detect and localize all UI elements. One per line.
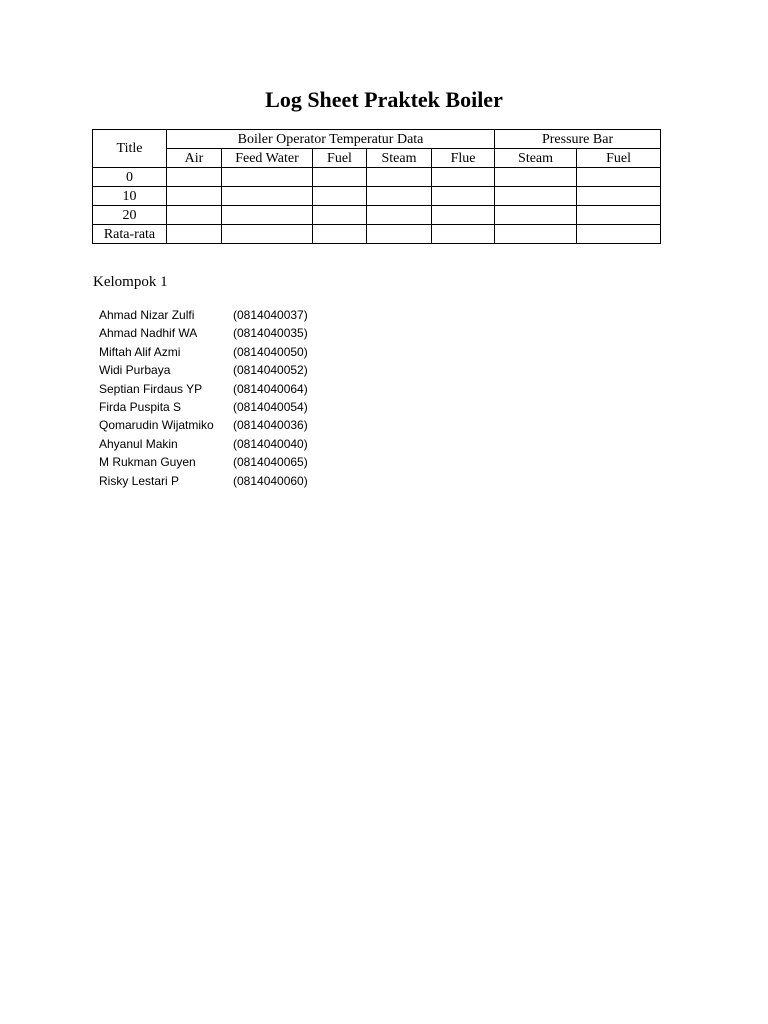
table-row [93, 168, 661, 187]
member-nim: (0814040040) [233, 436, 308, 451]
table-cell [313, 168, 367, 187]
column-header: Steam [367, 149, 432, 168]
table-cell [167, 168, 222, 187]
title-header-cell: Title [93, 130, 167, 168]
pressure-group-header: Pressure Bar [495, 130, 661, 149]
list-item [99, 435, 308, 453]
row-label: Rata-rata [93, 225, 167, 244]
table-cell [367, 187, 432, 206]
group-label: Kelompok 1 [93, 274, 168, 290]
table-row [93, 187, 661, 206]
member-nim: (0814040065) [233, 455, 308, 470]
table-cell [167, 206, 222, 225]
column-header: Fuel [577, 149, 661, 168]
member-name: M Rukman Guyen [99, 455, 196, 470]
table-cell [432, 168, 495, 187]
table-cell [577, 168, 661, 187]
list-item [99, 453, 308, 471]
table-cell [367, 206, 432, 225]
table-cell [495, 206, 577, 225]
table-row [93, 206, 661, 225]
table-cell [313, 206, 367, 225]
member-nim: (0814040064) [233, 381, 308, 396]
table-cell [432, 187, 495, 206]
column-header: Flue [432, 149, 495, 168]
row-label: 0 [93, 168, 167, 187]
member-nim: (0814040037) [233, 308, 308, 322]
member-name: Risky Lestari P [99, 473, 180, 488]
member-nim: (0814040054) [233, 399, 308, 414]
table-cell [222, 225, 313, 244]
log-sheet-table [92, 129, 661, 244]
member-nim: (0814040060) [233, 473, 308, 488]
table-header-row-columns [93, 149, 661, 168]
table-cell [577, 206, 661, 225]
table-cell [495, 225, 577, 244]
table-cell [495, 168, 577, 187]
table-row [93, 225, 661, 244]
list-item [99, 380, 308, 398]
table-cell [577, 225, 661, 244]
list-item [99, 306, 308, 324]
member-nim: (0814040035) [233, 326, 308, 341]
member-name: Septian Firdaus YP [99, 381, 203, 396]
table-cell [222, 168, 313, 187]
member-nim: (0814040052) [233, 363, 308, 378]
list-item [99, 472, 308, 490]
member-name: Ahmad Nadhif WA [99, 326, 198, 341]
row-label: 10 [93, 187, 167, 206]
member-list [99, 306, 308, 490]
member-name: Widi Purbaya [99, 363, 171, 378]
list-item [99, 324, 308, 342]
member-nim: (0814040050) [233, 344, 308, 359]
column-header: Fuel [313, 149, 367, 168]
column-header: Air [167, 149, 222, 168]
table-cell [577, 187, 661, 206]
table-cell [432, 206, 495, 225]
table-cell [367, 168, 432, 187]
member-name: Qomarudin Wijatmiko [99, 418, 214, 433]
temperature-group-header: Boiler Operator Temperatur Data [167, 130, 495, 149]
column-header: Steam [495, 149, 577, 168]
table-header-row-group [93, 130, 661, 149]
row-label: 20 [93, 206, 167, 225]
list-item [99, 416, 308, 434]
list-item [99, 398, 308, 416]
list-item [99, 361, 308, 379]
member-name: Ahmad Nizar Zulfi [99, 308, 195, 322]
list-item [99, 343, 308, 361]
table-cell [167, 225, 222, 244]
table-cell [222, 206, 313, 225]
page-title: Log Sheet Praktek Boiler [265, 87, 503, 112]
member-name: Ahyanul Makin [99, 436, 178, 451]
member-name: Firda Puspita S [99, 399, 182, 414]
table-cell [495, 187, 577, 206]
table-cell [313, 225, 367, 244]
column-header: Feed Water [222, 149, 313, 168]
table-cell [367, 225, 432, 244]
member-nim: (0814040036) [233, 418, 308, 433]
table-cell [313, 187, 367, 206]
table-cell [167, 187, 222, 206]
member-name: Miftah Alif Azmi [99, 344, 181, 359]
table-cell [222, 187, 313, 206]
table-cell [432, 225, 495, 244]
